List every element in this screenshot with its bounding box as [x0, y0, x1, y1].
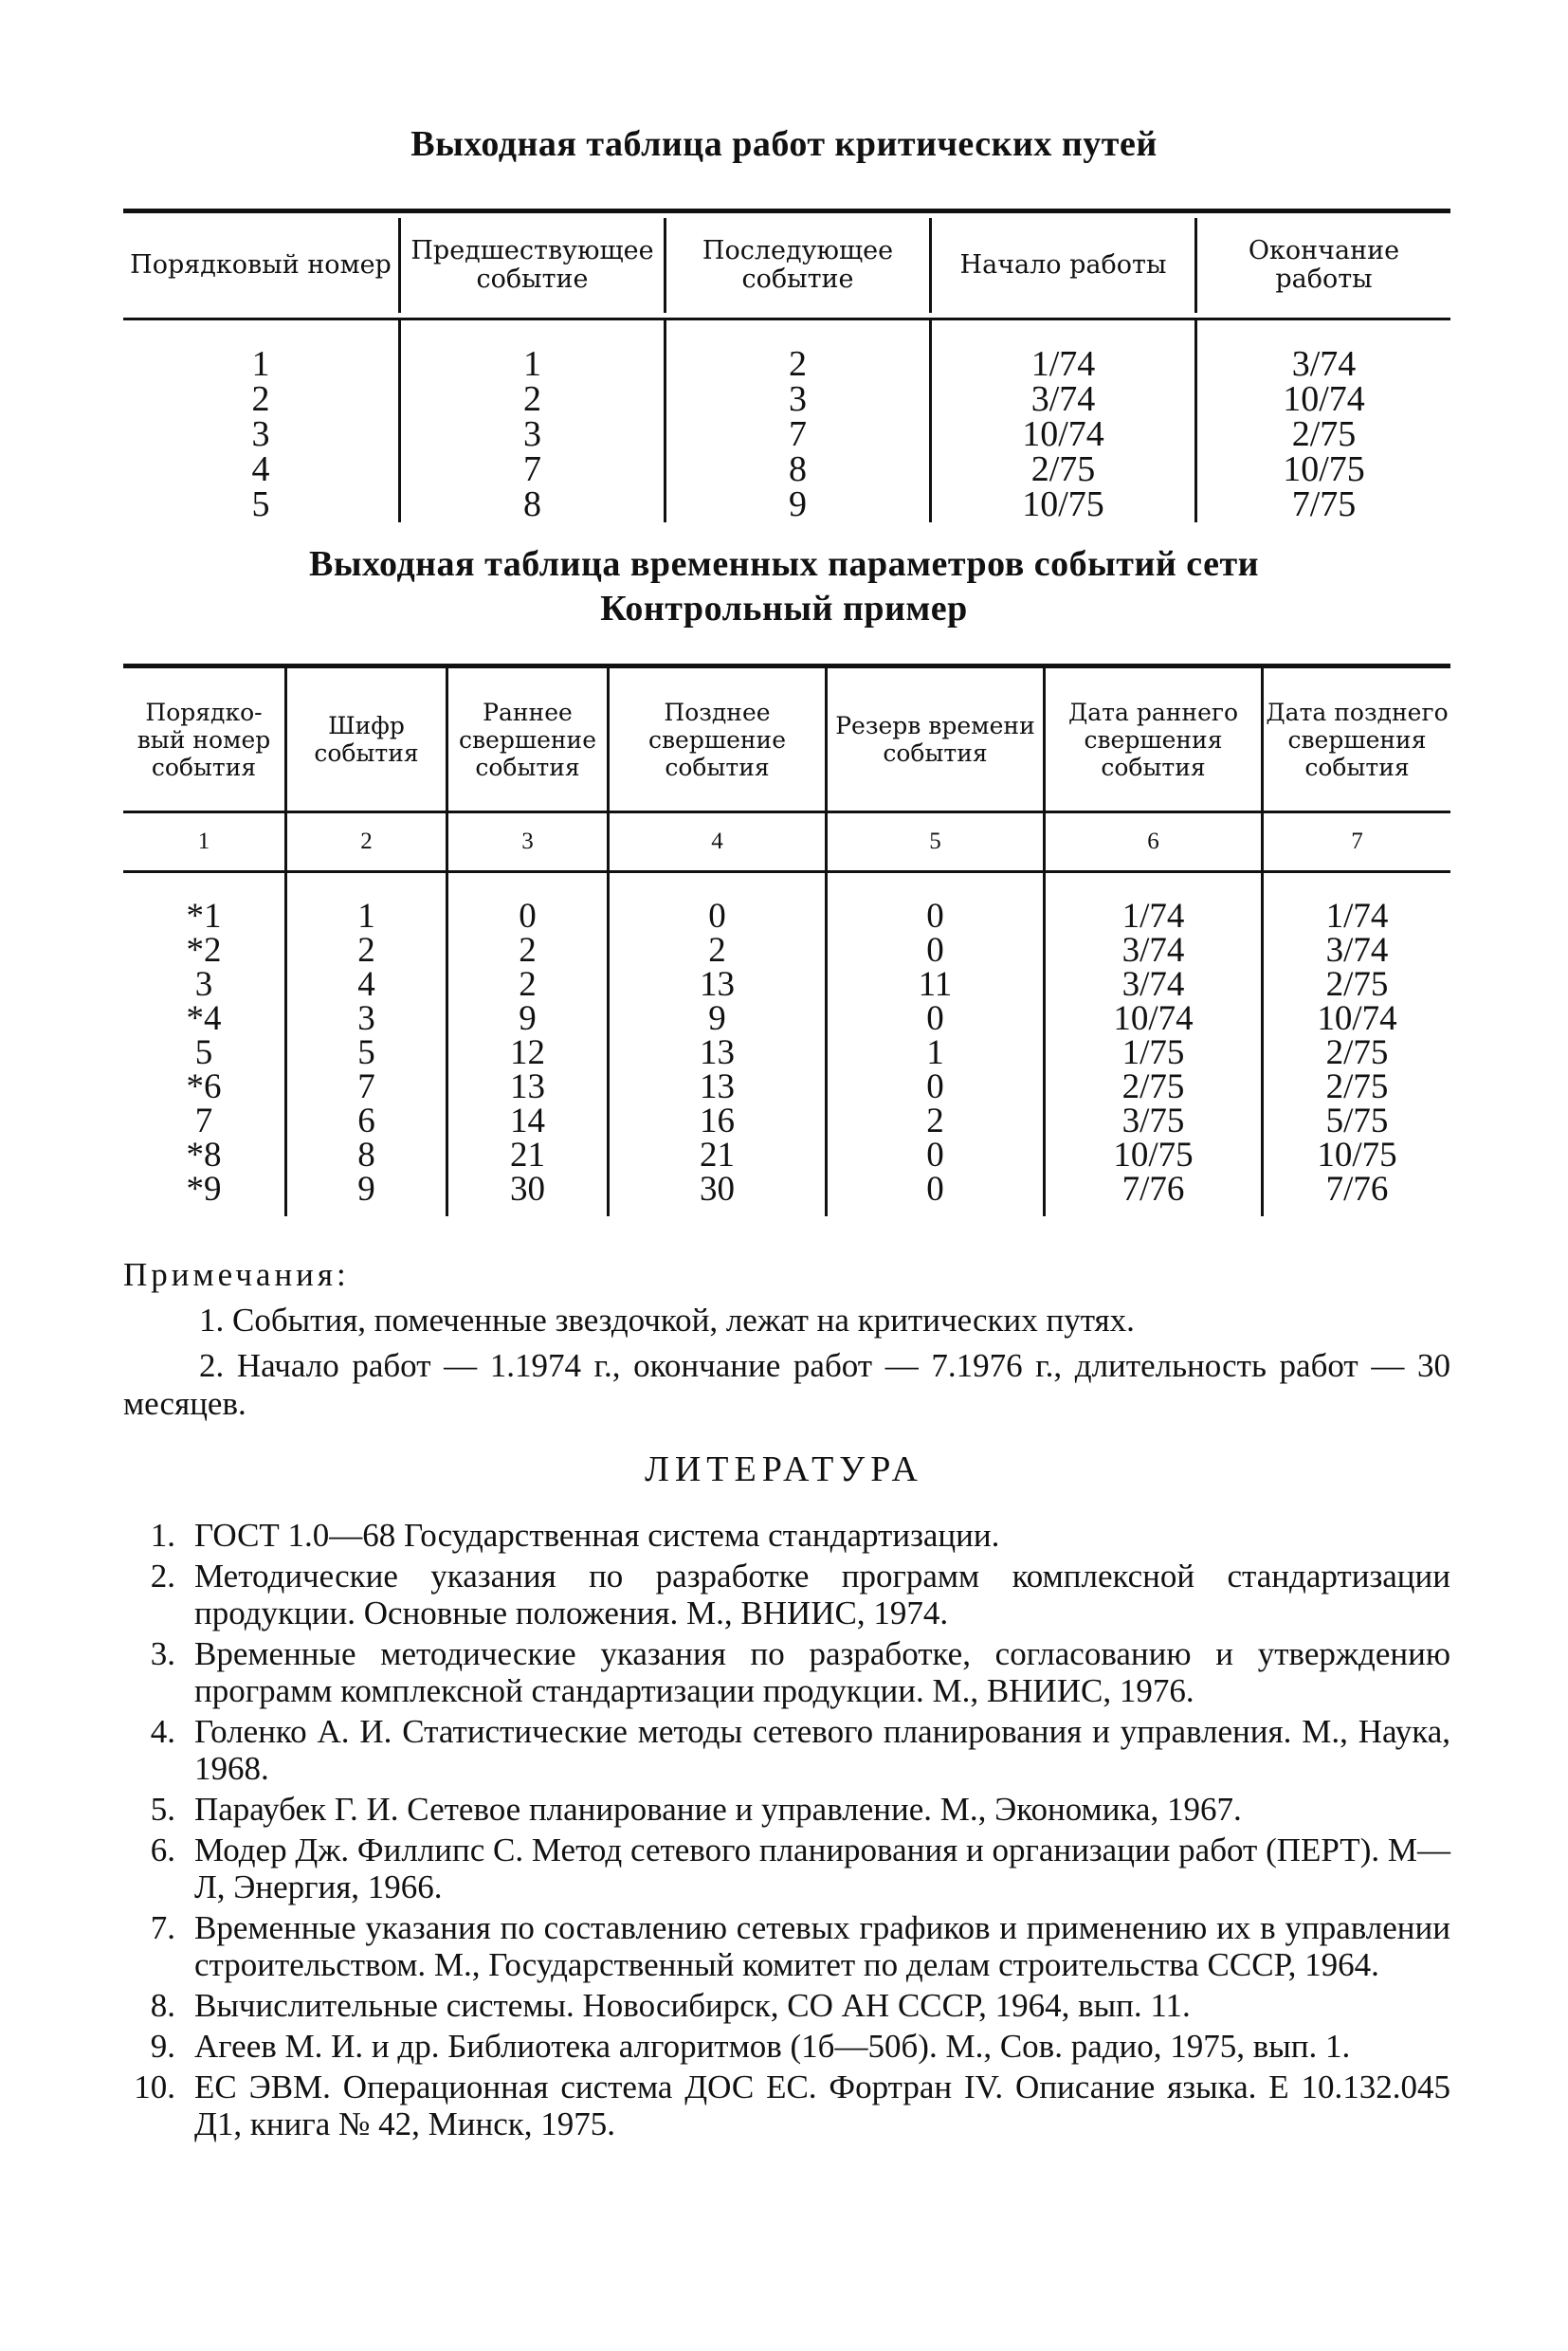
table-column [1194, 320, 1450, 522]
table-cell: 7/76 [1121, 1170, 1185, 1209]
list-item-text: Агеев М. И. и др. Библиотека алгоритмов (1б—50б). М., Сов. радио, 1975, вып. 1. [194, 2028, 1351, 2065]
table-cell: 14 [510, 1102, 545, 1140]
literature-list [123, 1517, 1450, 2146]
table-cell: 30 [510, 1170, 545, 1209]
list-item [123, 1791, 1450, 1828]
table-column [123, 320, 398, 522]
table-cell: 8 [789, 449, 807, 489]
table-cell: 5 [357, 1033, 375, 1072]
table-header-row [123, 668, 1450, 811]
table-cell: 10/75 [1113, 1136, 1194, 1175]
table-cell: 7/75 [1291, 484, 1357, 524]
list-item [123, 1558, 1450, 1631]
column-number: 2 [284, 813, 446, 870]
note-item: 1. События, помеченные звездочкой, лежат на критических путях. [199, 1302, 1135, 1339]
column-header: Порядковый номер [130, 250, 392, 280]
column-number: 5 [825, 813, 1043, 870]
note-item: 2. Начало работ — 1.1974 г., окончание работ — 7.1976 г., длительность работ — 30 месяцев. [123, 1347, 1450, 1422]
list-item [123, 1832, 1450, 1905]
column-header: Порядко-вый номер события [137, 698, 271, 781]
table-cell: 10/75 [1317, 1136, 1397, 1175]
table2-subtitle: Контрольный пример [600, 589, 968, 629]
table-cell: 21 [510, 1136, 545, 1175]
list-item-number: 1. [150, 1517, 175, 1554]
table-cell: 2/75 [1325, 1033, 1389, 1072]
notes-section [123, 1256, 1450, 1423]
column-number-row [123, 811, 1450, 873]
table-cell: 9 [708, 999, 726, 1038]
list-item [123, 1517, 1450, 1554]
column-header: Позднее свершение события [607, 668, 825, 811]
table-cell: 2/75 [1291, 414, 1357, 454]
table-cell: 1 [357, 897, 375, 936]
table-cell: 3/74 [1325, 931, 1389, 970]
list-item-text: Временные методические указания по разработке, согласованию и утверждению программ комплексной стандартизации продукции. М., ВНИИС, 1976. [194, 1635, 1450, 1709]
table-cell: 1/75 [1121, 1033, 1185, 1072]
table-cell: 3 [251, 414, 270, 454]
table-cell: 2/75 [1121, 1067, 1185, 1106]
table-cell: 0 [926, 1067, 944, 1106]
table-cell: 10/74 [1022, 414, 1104, 454]
table-cell: 0 [519, 897, 537, 936]
table-cell: 1 [926, 1033, 944, 1072]
list-item-text: Голенко А. И. Статистические методы сетевого планирования и управления. М., Наука, 1968. [194, 1713, 1450, 1787]
table-cell: 2 [926, 1102, 944, 1140]
table-cell: 8 [357, 1136, 375, 1175]
table-cell: 2/75 [1325, 1067, 1389, 1106]
table-cell: 30 [700, 1170, 735, 1209]
table-cell: 10/74 [1113, 999, 1194, 1038]
table-column [1043, 873, 1261, 1216]
table-cell: 1 [251, 344, 270, 384]
table-header-row [123, 213, 1450, 318]
table-cell: 2 [523, 379, 541, 419]
table2-title: Выходная таблица временных параметров событий сети [308, 544, 1260, 584]
table-cell: 9 [789, 484, 807, 524]
table-column [284, 873, 446, 1216]
table1-title: Выходная таблица работ критических путей [410, 124, 1158, 164]
table-cell: 7 [523, 449, 541, 489]
table-cell: *9 [186, 1170, 222, 1209]
table-cell: 3/74 [1121, 965, 1185, 1004]
table-cell: 0 [926, 1170, 944, 1209]
literature-title: ЛИТЕРАТУРА [645, 1449, 923, 1489]
list-item [123, 2069, 1450, 2142]
column-number: 7 [1261, 813, 1450, 870]
column-number: 4 [607, 813, 825, 870]
table-column [607, 873, 825, 1216]
list-item-number: 10. [134, 2069, 175, 2105]
table-cell: 2 [251, 379, 270, 419]
list-item [123, 1909, 1450, 1983]
table-cell: 1/74 [1121, 897, 1185, 936]
table-cell: 5 [251, 484, 270, 524]
table-cell: 8 [523, 484, 541, 524]
event-parameters-table [123, 664, 1450, 1216]
table-body [123, 873, 1450, 1216]
table-cell: 2 [519, 931, 537, 970]
table-cell: 3 [789, 379, 807, 419]
table-cell: 12 [510, 1033, 545, 1072]
table-cell: 2/75 [1325, 965, 1389, 1004]
list-item-number: 6. [150, 1832, 175, 1868]
table-column [398, 320, 664, 522]
table-cell: 10/74 [1317, 999, 1397, 1038]
table-cell: *8 [186, 1136, 222, 1175]
table-column [123, 873, 284, 1216]
table-cell: 3/74 [1291, 344, 1357, 384]
table-cell: 13 [700, 1067, 735, 1106]
column-header: Окончание работы [1194, 218, 1450, 313]
table-cell: 3 [357, 999, 375, 1038]
list-item [123, 1987, 1450, 2024]
table-cell: 16 [700, 1102, 735, 1140]
list-item-text: Параубек Г. И. Сетевое планирование и управление. М., Экономика, 1967. [194, 1791, 1242, 1828]
table-cell: 2 [357, 931, 375, 970]
column-number: 3 [446, 813, 607, 870]
list-item-text: Временные указания по составлению сетевых графиков и применению их в управлении строительством. М., Государственный комитет по делам строительства СССР, 1964. [194, 1909, 1450, 1983]
table-cell: 0 [926, 931, 944, 970]
table-cell: 7 [194, 1102, 213, 1140]
list-item-text: Методические указания по разработке программ комплексной стандартизации продукции. Основные положения. М., ВНИИС, 1974. [194, 1558, 1450, 1631]
table-cell: 0 [926, 1136, 944, 1175]
list-item-text: Вычислительные системы. Новосибирск, СО АН СССР, 1964, вып. 11. [194, 1987, 1191, 2024]
list-item [123, 2028, 1450, 2065]
notes-heading: Примечания: [123, 1256, 350, 1293]
table-cell: 10/74 [1283, 379, 1365, 419]
table-cell: *6 [186, 1067, 222, 1106]
column-header: Начало работы [929, 218, 1194, 313]
table-cell: 5 [194, 1033, 213, 1072]
table-cell: 2 [789, 344, 807, 384]
list-item-text: ГОСТ 1.0—68 Государственная система стандартизации. [194, 1517, 1000, 1554]
table-cell: *1 [186, 897, 222, 936]
table-column [929, 320, 1194, 522]
list-item-number: 2. [150, 1558, 175, 1595]
table-cell: 3/75 [1121, 1102, 1185, 1140]
table-cell: 9 [519, 999, 537, 1038]
list-item-number: 4. [150, 1713, 175, 1750]
column-header: Дата раннего свершения события [1043, 668, 1261, 811]
table-cell: 7 [789, 414, 807, 454]
column-header: Последующее событие [664, 218, 929, 313]
table-cell: 13 [700, 1033, 735, 1072]
table-cell: 2 [519, 965, 537, 1004]
table-cell: 13 [700, 965, 735, 1004]
table-cell: 0 [926, 999, 944, 1038]
table-cell: 1/74 [1325, 897, 1389, 936]
table-cell: 10/75 [1283, 449, 1365, 489]
table-cell: 5/75 [1325, 1102, 1389, 1140]
column-number: 1 [197, 829, 210, 854]
table-column [446, 873, 607, 1216]
table-cell: 2/75 [1030, 449, 1096, 489]
column-header: Раннее свершение события [446, 668, 607, 811]
table-cell: *4 [186, 999, 222, 1038]
table-cell: 1 [523, 344, 541, 384]
list-item [123, 1635, 1450, 1709]
table-cell: 9 [357, 1170, 375, 1209]
table-body [123, 320, 1450, 522]
list-item-number: 3. [150, 1635, 175, 1672]
table-cell: 11 [918, 965, 953, 1004]
column-header: Шифр события [284, 668, 446, 811]
table-cell: 4 [251, 449, 270, 489]
list-item-text: Модер Дж. Филлипс С. Метод сетевого планирования и организации работ (ПЕРТ). М—Л, Энергия, 1966. [194, 1832, 1450, 1905]
table-cell: 3/74 [1121, 931, 1185, 970]
critical-paths-table [123, 209, 1450, 522]
table-column [664, 320, 929, 522]
column-number: 6 [1043, 813, 1261, 870]
table-cell: 21 [700, 1136, 735, 1175]
table-cell: 4 [357, 965, 375, 1004]
list-item-text: ЕС ЭВМ. Операционная система ДОС ЕС. Фортран IV. Описание языка. Е 10.132.045 Д1, книга № 42, Минск, 1975. [194, 2069, 1450, 2142]
table-column [825, 873, 1043, 1216]
table-cell: 13 [510, 1067, 545, 1106]
table-cell: *2 [186, 931, 222, 970]
list-item [123, 1713, 1450, 1787]
list-item-number: 7. [150, 1909, 175, 1946]
table-cell: 6 [357, 1102, 375, 1140]
list-item-number: 5. [150, 1791, 175, 1828]
table-cell: 7/76 [1325, 1170, 1389, 1209]
table-cell: 3 [523, 414, 541, 454]
table-cell: 7 [357, 1067, 375, 1106]
table-cell: 3/74 [1030, 379, 1096, 419]
list-item-number: 9. [150, 2028, 175, 2065]
table-cell: 0 [926, 897, 944, 936]
table-cell: 0 [708, 897, 726, 936]
column-header: Дата позднего свершения события [1261, 668, 1450, 811]
table-cell: 1/74 [1030, 344, 1096, 384]
table-cell: 2 [708, 931, 726, 970]
list-item-number: 8. [150, 1987, 175, 2024]
column-header: Предшествующее событие [398, 218, 664, 313]
table-cell: 3 [194, 965, 213, 1004]
table-column [1261, 873, 1450, 1216]
table-cell: 10/75 [1022, 484, 1104, 524]
column-header: Резерв времени события [825, 668, 1043, 811]
